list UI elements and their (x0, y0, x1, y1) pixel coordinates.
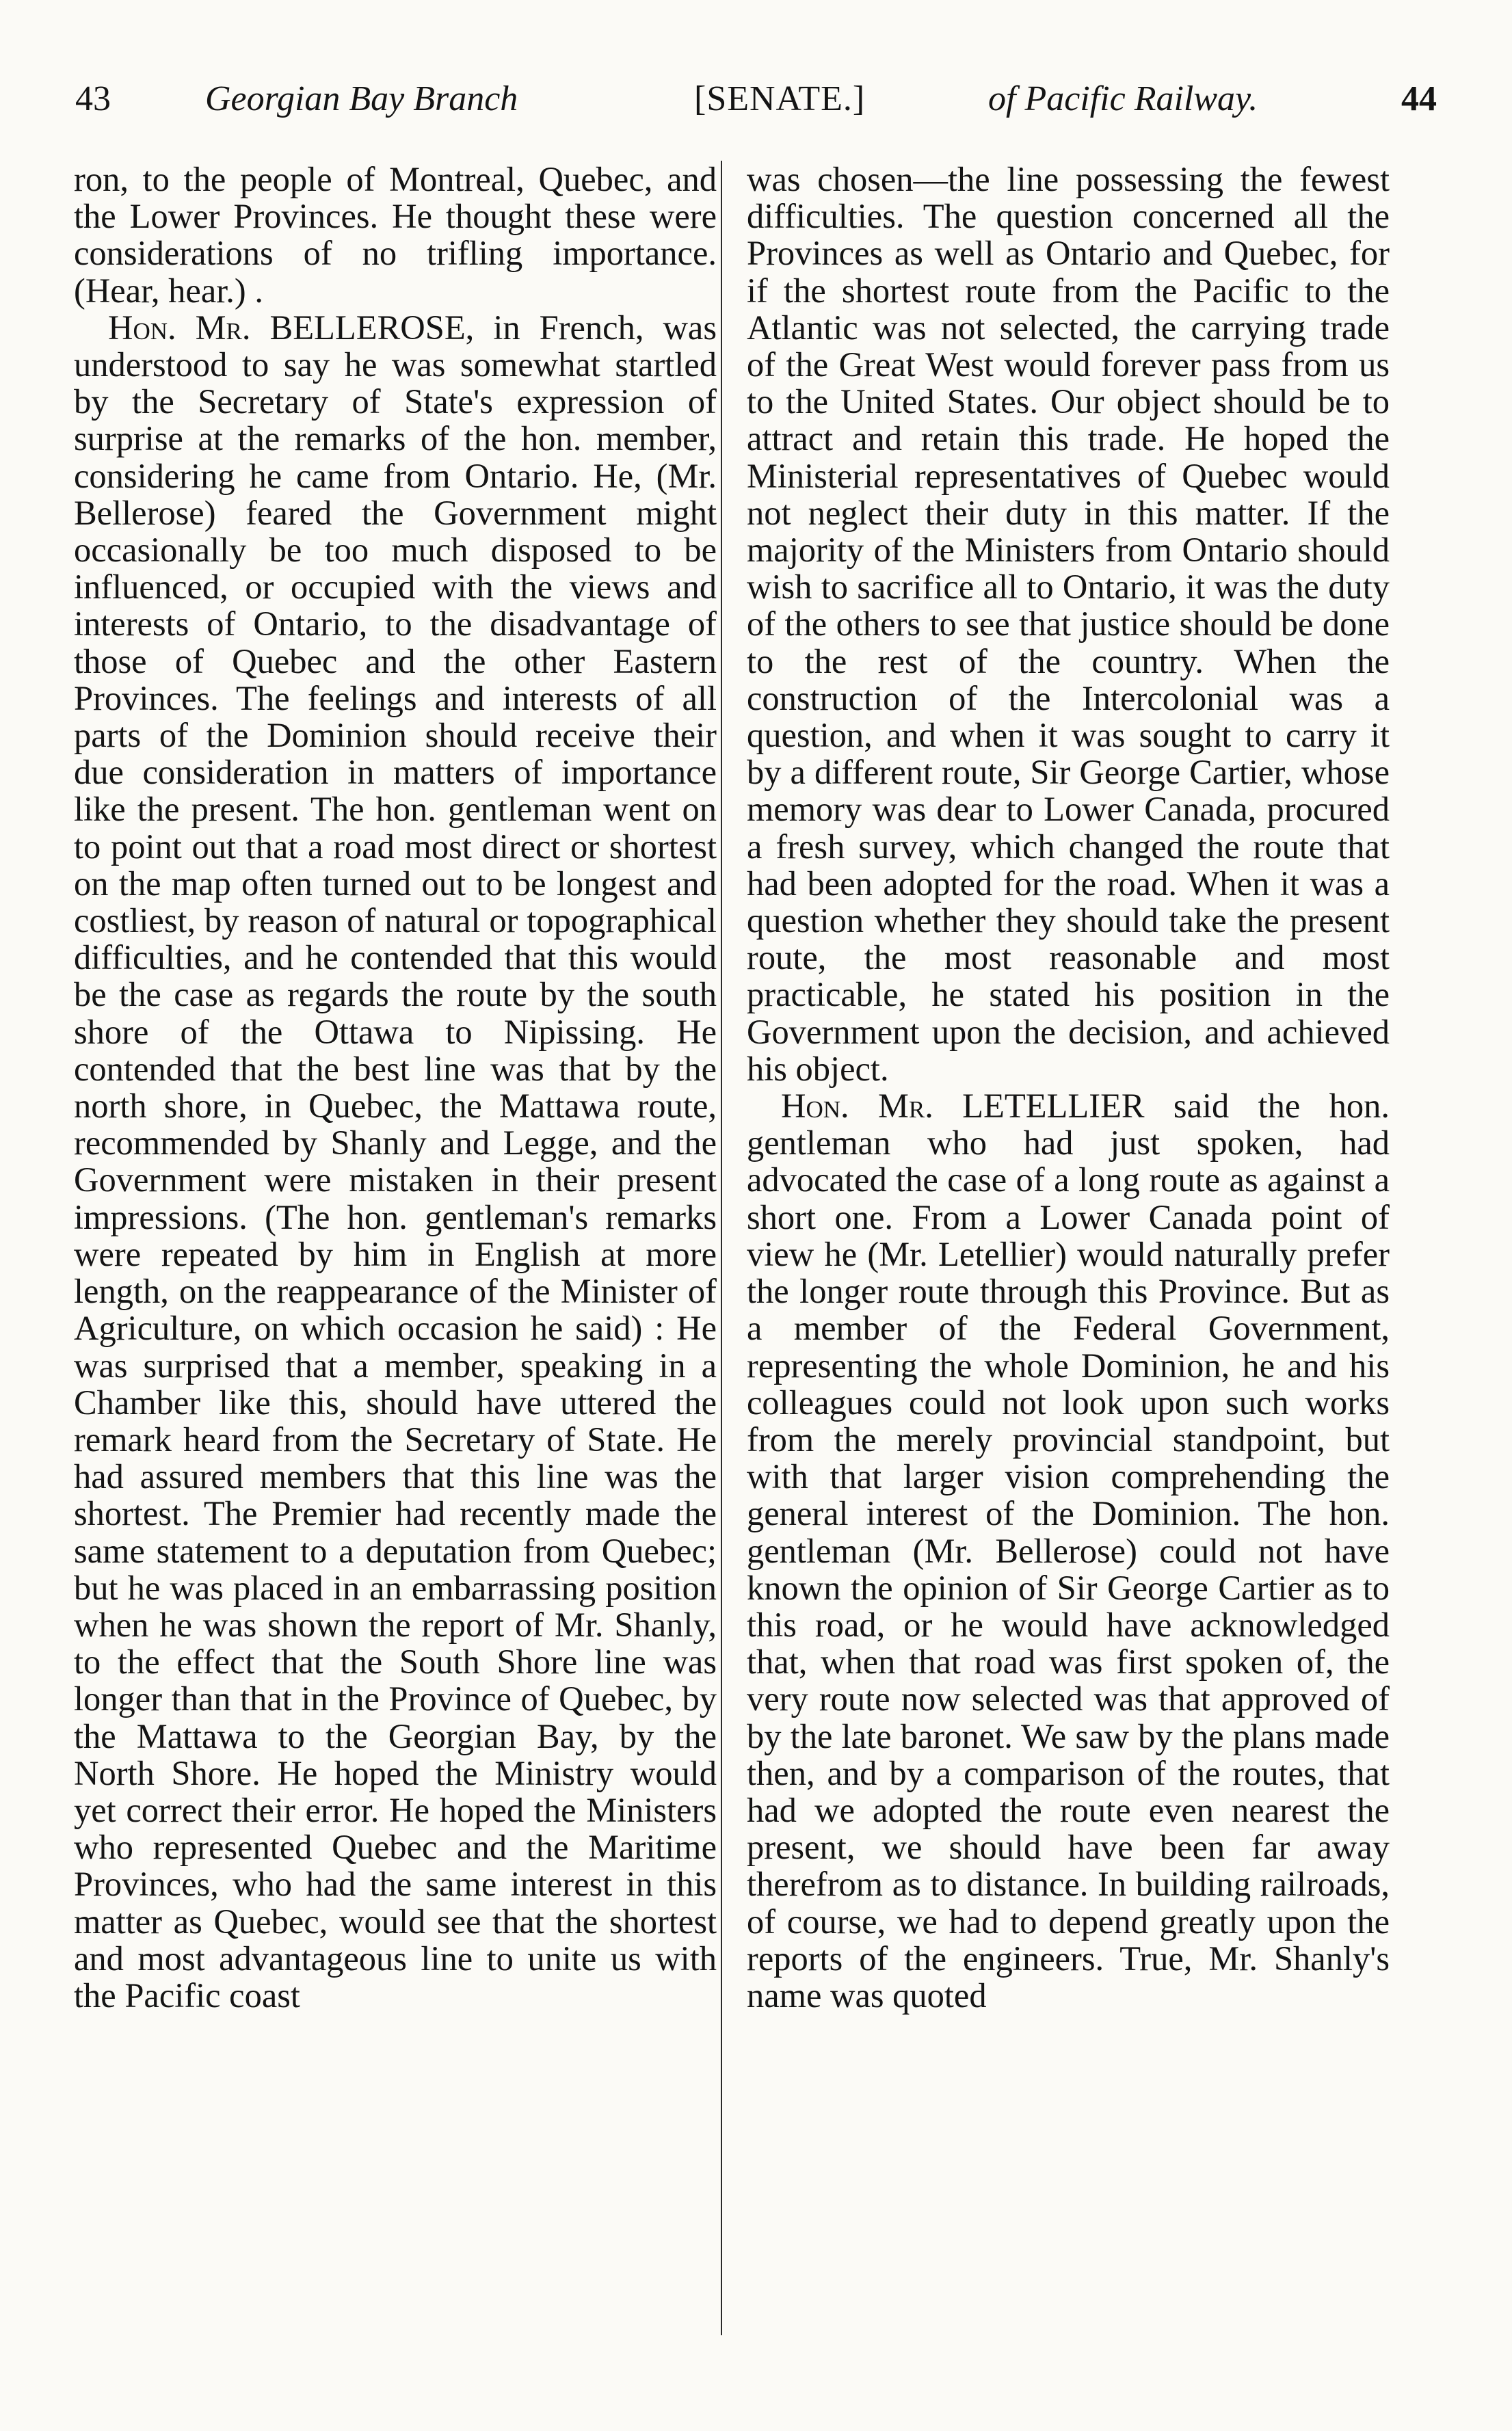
left-column (74, 161, 717, 2014)
chamber-label: [SENATE.] (694, 79, 866, 118)
speaker-name: Hon. Mr. BELLEROSE, (108, 308, 475, 347)
page-number-left: 43 (75, 79, 111, 118)
column-divider (721, 161, 722, 2335)
speech-text: in French, was understood to say he was somewhat startled by the Secretary of State's expression of surprise at the remarks of the hon. member, considering he came from Ontario. He, (Mr. Bellerose) feared the Government might occasionally be too much disposed to be influenced, or occupied with the views and interests of Ontario, to the disadvantage of those of Quebec and the other Eastern Provinces. The feelings and interests of all parts of the Dominion should receive their due consideration in matters of importance like the present. The hon. gentleman went on to point out that a road most direct or shortest on the map often turned out to be longest and costliest, by reason of natural or topographical difficulties, and he contended that this would be the case as regards the route by the south shore of the Ottawa to Nipissing. He contended that the best line was that by the north shore, in Quebec, the Mattawa route, recommended by Shanly and Legge, and the Government were mistaken in their present impressions. (The hon. gentleman's remarks were repeated by him in English at more length, on the reappearance of the Minister of Agriculture, on which occasion he said) : He was surprised that a member, speaking in a Chamber like this, should have uttered the remark heard from the Secretary of State. He had assured members that this line was the shortest. The Premier had recently made the same statement to a deputation from Quebec; but he was placed in an embarrassing position when he was shown the report of Mr. Shanly, to the effect that the South Shore line was longer than that in the Province of Quebec, by the Mattawa to the Georgian Bay, by the North Shore. He hoped the Ministry would yet correct their error. He hoped the Ministers who represented Quebec and the Maritime Provinces, who had the same interest in this matter as Quebec, would see that the shortest and most advantageous line to unite us with the Pacific coast (74, 308, 717, 2015)
page-number-right: 44 (1401, 79, 1437, 118)
right-column (747, 161, 1390, 2014)
page-header (75, 79, 1437, 140)
running-title-left: Georgian Bay Branch (205, 79, 518, 118)
speech-paragraph (74, 309, 717, 2014)
speaker-name: Hon. Mr. LETELLIER (781, 1087, 1145, 1126)
speech-paragraph (747, 1087, 1390, 2014)
speech-text: said the hon. gentleman who had just spoken, had advocated the case of a long route as against a short one. From a Lower Canada point of view he (Mr. Letellier) would naturally prefer the longer route through this Province. But as a member of the Federal Government, representing the whole Dominion, he and his colleagues could not look upon such works from the merely provincial standpoint, but with that larger vision comprehending the general interest of the Dominion. The hon. gentleman (Mr. Bellerose) could not have known the opinion of Sir George Cartier as to this road, or he would have acknowledged that, when that road was first spoken of, the very route now selected was that approved of by the late baronet. We saw by the plans made then, and by a comparison of the routes, that had we adopted the route even nearest the present, we should have been far away therefrom as to distance. In building railroads, of course, we had to depend greatly upon the reports of the engineers. True, Mr. Shanly's name was quoted (747, 1087, 1390, 2015)
paragraph: ron, to the people of Montreal, Quebec, and the Lower Provinces. He thought these were considerations of no trifling importance. (Hear, hear.) . (74, 160, 717, 310)
running-title-right: of Pacific Railway. (988, 79, 1258, 118)
paragraph: was chosen—the line possessing the fewest difficulties. The question concerned all the Provinces as well as Ontario and Quebec, for if the shortest route from the Pacific to the Atlantic was not selected, the carrying trade of the Great West would forever pass from us to the United States. Our object should be to attract and retain this trade. He hoped the Ministerial representatives of Quebec would not neglect their duty in this matter. If the majority of the Ministers from Ontario should wish to sacrifice all to Ontario, it was the duty of the others to see that justice should be done to the rest of the country. When the construction of the Intercolonial was a question, and when it was sought to carry it by a different route, Sir George Cartier, whose memory was dear to Lower Canada, procured a fresh survey, which changed the route that had been adopted for the road. When it was a question whether they should take the present route, the most reasonable and most practicable, he stated his position in the Government upon the decision, and achieved his object. (747, 160, 1390, 1088)
